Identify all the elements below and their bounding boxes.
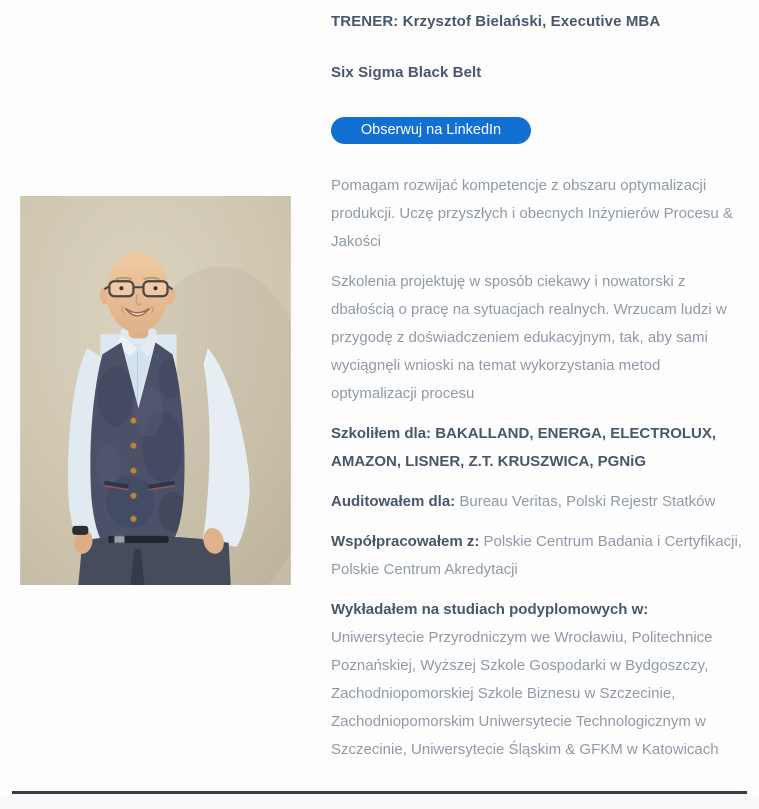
trainer-info-column	[331, 0, 743, 776]
next-section-background	[0, 794, 759, 809]
bio-paragraph-intro	[331, 172, 743, 256]
bio-paragraph-text: Szkolenia projektuję w sposób ciekawy i nowatorski z dbałością o pracę na sytuacjach realnych. Wrzucam ludzi w przygodę z doświadczeniem edukacyjnym, tak, aby sami wyciągnęli wnioski na temat wykorzystania metod optymalizacji procesu	[331, 273, 727, 402]
bio-paragraph-text: Bureau Veritas, Polski Rejestr Statków	[455, 493, 716, 510]
trainer-bio-text	[331, 172, 743, 764]
bio-paragraph-bold: Wykładałem na studiach podyplomowych w:	[331, 601, 649, 618]
trainer-photo	[20, 196, 291, 585]
bio-paragraph-approach	[331, 268, 743, 408]
bio-paragraph-audited-for	[331, 488, 743, 516]
wristwatch	[72, 526, 88, 535]
bio-paragraph-lectured-at	[331, 596, 743, 764]
trainer-photo-illustration	[20, 196, 291, 585]
bio-paragraph-bold: Współpracowałem z:	[331, 533, 480, 550]
trainer-title: TRENER: Krzysztof Bielański, Executive MBA	[331, 13, 661, 30]
bio-paragraph-text: Polskie Centrum Badania i Certyfikacji, Polskie Centrum Akredytacji	[331, 533, 742, 578]
bio-paragraph-text: Pomagam rozwijać kompetencje z obszaru optymalizacji produkcji. Uczę przyszłych i obecnych Inżynierów Procesu & Jakości	[331, 177, 733, 250]
bio-paragraph-bold: Szkoliłem dla: BAKALLAND, ENERGA, ELECTROLUX, AMAZON, LISNER, Z.T. KRUSZWICA, PGNiG	[331, 425, 717, 470]
linkedin-follow-button[interactable]: Obserwuj na LinkedIn	[331, 117, 531, 144]
bio-paragraph-cooperated-with	[331, 528, 743, 584]
bio-paragraph-bold: Auditowałem dla:	[331, 493, 456, 510]
bio-paragraph-text: Uniwersytecie Przyrodniczym we Wrocławiu, Politechnice Poznańskiej, Wyższej Szkole Gospodarki w Bydgoszczy, Zachodniopomorskiej Szkole Biznesu w Szczecinie, Zachodniopomorskim Uniwersytecie Technologicznym w Szczecinie, Uniwersytecie Śląskim & GFKM w Katowicach	[331, 629, 719, 758]
bio-paragraph-trained-for	[331, 420, 743, 476]
trainer-subtitle: Six Sigma Black Belt	[331, 64, 482, 81]
belt-buckle	[114, 536, 124, 543]
